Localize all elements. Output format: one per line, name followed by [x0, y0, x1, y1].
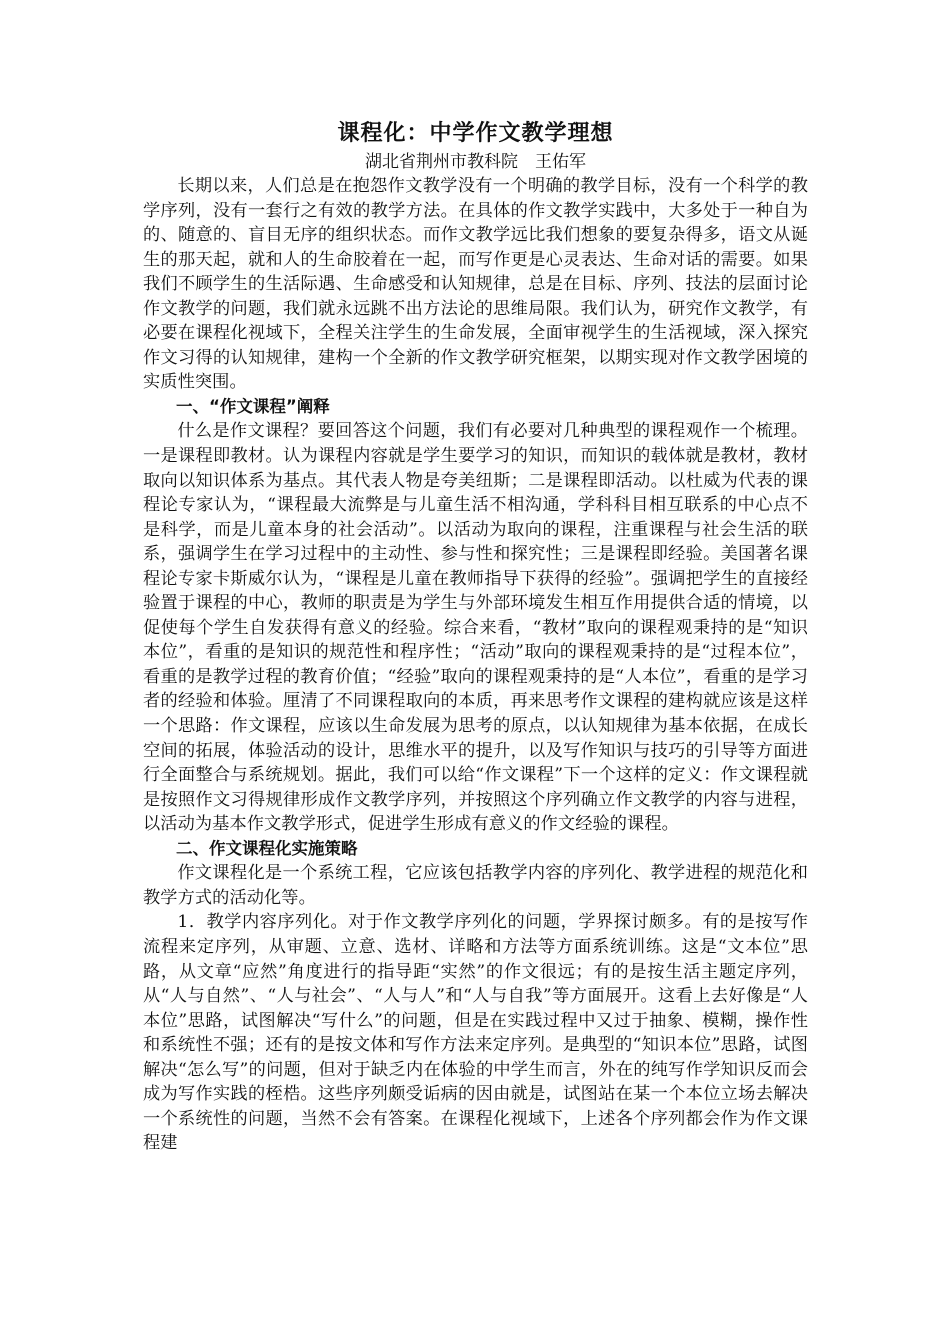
document-title: 课程化：中学作文教学理想: [337, 121, 614, 146]
author-byline: 湖北省荆州市教科院 王佑军: [365, 152, 586, 172]
paragraph-strategy-intro: 作文课程化是一个系统工程，它应该包括教学内容的序列化、教学进程的规范化和教学方式的活动化等。: [143, 863, 808, 908]
section-heading-2: 二、作文课程化实施策略: [176, 838, 358, 858]
document-page: [143, 118, 808, 1156]
paragraph-intro: 长期以来，人们总是在抱怨作文教学没有一个明确的教学目标，没有一个科学的教学序列，没有一套行之有效的教学方法。在具体的作文教学实践中，大多处于一种自为的、随意的、盲目无序的组织状态。而作文教学远比我们想象的要复杂得多，语文从诞生的那天起，就和人的生命胶着在一起，而写作更是心灵表达、生命对话的需要。如果我们不顾学生的生活际遇、生命感受和认知规律，总是在目标、序列、技法的层面讨论作文教学的问题，我们就永远跳不出方法论的思维局限。我们认为，研究作文教学，有必要在课程化视域下，全程关注学生的生命发展，全面审视学生的生活视域，深入探究作文习得的认知规律，建构一个全新的作文教学研究框架，以期实现对作文教学困境的实质性突围。: [143, 176, 808, 393]
section-heading-1: 一、“作文课程”阐释: [176, 396, 330, 416]
paragraph-content-sequencing: 1．教学内容序列化。对于作文教学序列化的问题，学界探讨颇多。有的是按写作流程来定序列，从审题、立意、选材、详略和方法等方面系统训练。这是“文本位”思路，从文章“应然”角度进行的指导距“实然”的作文很远；有的是按生活主题定序列，从“人与自然”、“人与社会”、“人与人”和“人与自我”等方面展开。这看上去好像是“人本位”思路，试图解决“写什么”的问题，但是在实践过程中又过于抽象、模糊，操作性和系统性不强；还有的是按文体和写作方法来定序列。是典型的“知识本位”思路，试图解决“怎么写”的问题，但对于缺乏内在体验的中学生而言，外在的纯写作学知识反而会成为写作实践的桎梏。这些序列颇受诟病的因由就是，试图站在某一个本位立场去解决一个系统性的问题，当然不会有答案。在课程化视域下，上述各个序列都会作为作文课程建: [143, 912, 808, 1154]
paragraph-course-definition: 什么是作文课程？要回答这个问题，我们有必要对几种典型的课程观作一个梳理。一是课程即教材。认为课程内容就是学生要学习的知识，而知识的载体就是教材，教材取向以知识体系为基点。其代表人物是夸美纽斯；二是课程即活动。以杜威为代表的课程论专家认为，“课程最大流弊是与儿童生活不相沟通，学科科目相互联系的中心点不是科学，而是儿童本身的社会活动”。以活动为取向的课程，注重课程与社会生活的联系，强调学生在学习过程中的主动性、参与性和探究性；三是课程即经验。美国著名课程论专家卡斯威尔认为，“课程是儿童在教师指导下获得的经验”。强调把学生的直接经验置于课程的中心，教师的职责是为学生与外部环境发生相互作用提供合适的情境，以促使每个学生自发获得有意义的经验。综合来看，“教材”取向的课程观秉持的是“知识本位”，看重的是知识的规范性和程序性；“活动”取向的课程观秉持的是“过程本位”，看重的是教学过程的教育价值；“经验”取向的课程观秉持的是“人本位”，看重的是学习者的经验和体验。厘清了不同课程取向的本质，再来思考作文课程的建构就应该是这样一个思路：作文课程，应该以生命发展为思考的原点，以认知规律为基本依据，在成长空间的拓展，体验活动的设计，思维水平的提升，以及写作知识与技巧的引导等方面进行全面整合与系统规划。据此，我们可以给“作文课程”下一个这样的定义：作文课程就是按照作文习得规律形成作文教学序列，并按照这个序列确立作文教学的内容与进程，以活动为基本作文教学形式，促进学生形成有意义的作文经验的课程。: [143, 421, 808, 835]
